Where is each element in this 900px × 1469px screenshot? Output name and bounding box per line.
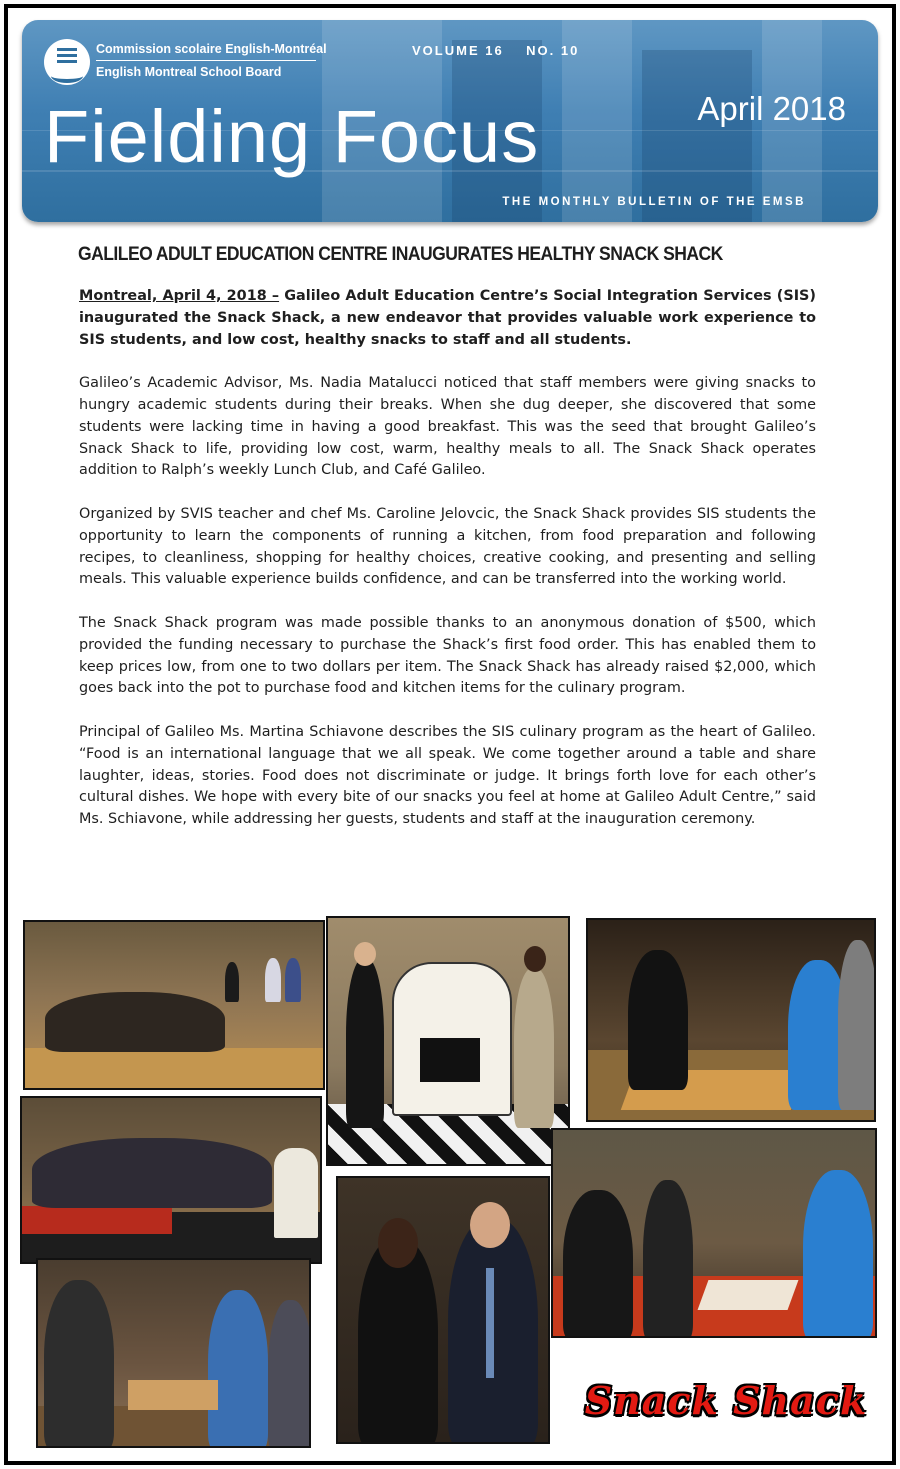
- article-paragraph: Principal of Galileo Ms. Martina Schiavone describes the SIS culinary program as the heart of Galileo. “Food is an international language that we all speak. We come together around a table and share laughter, ideas, stories. Food does not discriminate or judge. It brings forth love for each other’s cultural dishes. We hope with every bite of our snacks you feel at home at Galileo Adult Centre,” said Ms. Schiavone, while addressing her guests, students and staff at the inauguration ceremony.: [79, 723, 816, 828]
- issue-date: April 2018: [697, 90, 846, 127]
- photo-students-buying: [36, 1258, 311, 1448]
- article-paragraph: Galileo’s Academic Advisor, Ms. Nadia Matalucci noticed that staff members were giving snacks to hungry academic students during their breaks. When she dug deeper, she discovered that some students were lacking time in having a good breakfast. This was the seed that brought Galileo’s Snack Shack to life, providing low cost, warm, healthy meals to all. The Snack Shack operates addition to Ralph’s weekly Lunch Club, and Café Galileo.: [79, 375, 816, 479]
- photo-snack-counter: [551, 1128, 877, 1338]
- issue-volume: [412, 43, 579, 58]
- issue-number: NO. 10: [526, 43, 580, 58]
- article-lead: [79, 286, 816, 351]
- newsletter-tagline: THE MONTHLY BULLETIN OF THE EMSB: [502, 196, 806, 208]
- volume-number: VOLUME 16: [412, 43, 504, 58]
- masthead-banner: [22, 20, 878, 222]
- photo-audience-ceremony: [23, 920, 325, 1090]
- article-lead-text: Galileo Adult Education Centre’s Social Integration Services (SIS) inaugurated the Snack Shack, a new endeavor that provides valuable work experience to SIS students, and low cost, healthy snacks to staff and all students.: [79, 288, 817, 348]
- snack-shack-title: Snack Shack: [584, 1378, 868, 1423]
- org-divider: [96, 60, 316, 61]
- article-paragraph: Organized by SVIS teacher and chef Ms. Caroline Jelovcic, the Snack Shack provides SIS students the opportunity to learn the components of running a kitchen, from food preparation and following recipes, to cleanliness, shopping for healthy choices, creative cooking, and presenting and selling meals. This valuable experience builds confidence, and can be transferred into the working world.: [79, 505, 816, 588]
- article-dateline: Montreal, April 4, 2018 –: [79, 288, 280, 304]
- org-name-english: English Montreal School Board: [96, 65, 282, 79]
- article-headline: GALILEO ADULT EDUCATION CENTRE INAUGURATES HEALTHY SNACK SHACK: [78, 243, 723, 265]
- article-body: [79, 286, 816, 853]
- photo-serving-line: [586, 918, 876, 1122]
- newsletter-title: Fielding Focus: [44, 95, 540, 178]
- article-paragraph: The Snack Shack program was made possible thanks to an anonymous donation of $500, which provided the funding necessary to purchase the Shack’s first food order. This has enabled them to keep prices low, from one to two dollars per item. The Snack Shack has already raised $2,000, which goes back into the pot to purchase food and kitchen items for the culinary program.: [79, 614, 816, 697]
- emsb-logo-icon: [44, 39, 90, 85]
- photo-jukebox-sign: [326, 916, 570, 1166]
- org-name-french: Commission scolaire English-Montréal: [96, 42, 327, 56]
- photo-group-staff: [20, 1096, 322, 1264]
- photo-principal-guest: [336, 1176, 550, 1444]
